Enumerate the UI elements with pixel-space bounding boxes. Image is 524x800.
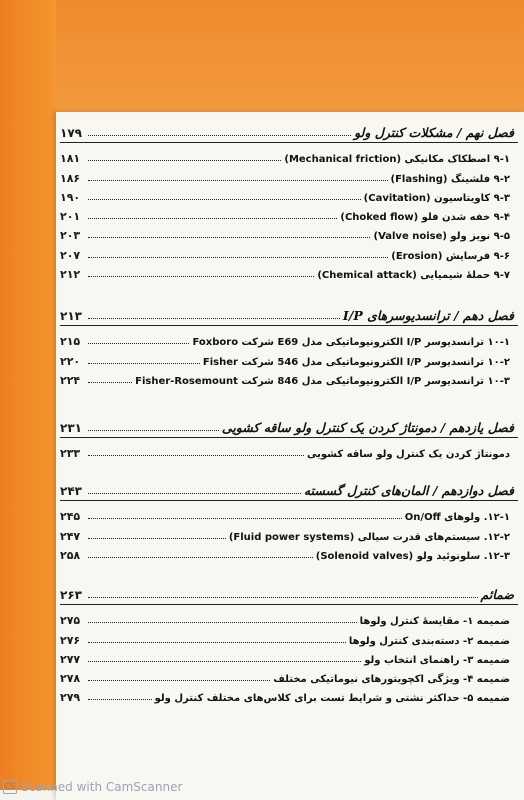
chapter-title: فصل دوازدهم / المان‌های کنترل گسسته [303,483,514,498]
chapter-page-number: ۱۷۹ [60,126,82,140]
entry-title: ۱۰-۳ ترانسدیوسر I/P الکترونیوماتیکی مدل 846 شرکت Fisher-Rosemount [135,375,510,387]
toc-entry [60,368,518,387]
chapter-heading [60,120,518,140]
chapter-page-number: ۲۶۳ [60,588,82,602]
toc-entry [60,666,518,685]
watermark-text: Scanned with CamScanner [21,780,183,794]
toc-entry [60,441,518,460]
dot-leader [88,363,200,364]
chapter-heading [60,415,518,435]
dot-leader [88,276,314,277]
chapter-heading [60,303,518,323]
scanner-watermark [0,776,524,798]
toc-entry [60,504,518,523]
toc-entry [60,685,518,704]
entry-title: ۱۰-۱ ترانسدیوسر I/P الکترونیوماتیکی مدل E69 شرکت Foxboro [192,337,510,349]
dot-leader [88,597,478,598]
chapter-page-number: ۲۴۳ [60,484,82,498]
entry-page-number: ۱۸۱ [60,152,81,166]
entry-title: ضمیمه ۴- ویژگی اکچویتورهای نیوماتیکی مختلف [273,674,510,686]
dot-leader [88,493,301,494]
entry-title: ۹-۲ فلشینگ (Flashing) [390,173,510,185]
entry-title: ۹-۶ فرسایش (Erosion) [391,250,510,262]
entry-page-number: ۱۹۰ [60,190,81,204]
entry-page-number: ۲۷۹ [60,691,81,705]
dot-leader [88,257,388,258]
dot-leader [88,199,361,200]
entry-title: ۱۲-۲. سیستم‌های قدرت سیالی (Fluid power systems) [228,531,510,543]
dot-leader [88,237,370,238]
dot-leader [88,343,189,344]
entry-page-number: ۱۸۶ [60,171,81,185]
chapter-12-section [60,478,518,562]
book-cover-side-band [0,0,56,790]
chapter-10-section [60,303,518,387]
chapter-page-number: ۲۳۱ [60,421,82,435]
entry-page-number: ۲۷۶ [60,633,81,647]
entry-page-number: ۲۷۷ [60,652,81,666]
entry-title: ۱۰-۲ ترانسدیوسر I/P الکترونیوماتیکی مدل 546 شرکت Fisher [202,356,510,368]
entry-title: ۹-۷ حملهٔ شیمیایی (Chemical attack) [317,270,510,282]
entry-page-number: ۲۱۲ [60,268,81,282]
entry-title: ۹-۴ خفه شدن فلو (Choked flow) [340,212,510,224]
dot-leader [88,699,152,700]
entry-title: ۱۲-۳. سلونوئید ولو (Solenoid valves) [315,550,510,562]
entry-page-number: ۲۲۰ [60,354,81,368]
dot-leader [88,538,226,539]
appendix-section [60,582,518,704]
entry-title: ۹-۱ اصطکاک مکانیکی (Mechanical friction) [284,154,510,166]
dot-leader [88,518,402,519]
camscanner-icon: CS [3,780,17,794]
entry-page-number: ۲۷۸ [60,672,81,686]
dot-leader [88,382,132,383]
entry-page-number: ۲۰۱ [60,210,81,224]
entry-title: ضمیمه ۳- راهنمای انتخاب ولو [364,654,510,666]
dot-leader [88,680,270,681]
dot-leader [88,160,281,161]
dot-leader [88,642,346,643]
entry-page-number: ۲۰۳ [60,229,81,243]
chapter-page-number: ۲۱۳ [60,309,82,323]
chapter-rule [60,142,518,143]
entry-title: ضمیمه ۵- حداکثر نشتی و شرایط تست برای کلاس‌های مختلف کنترل ولو [154,693,510,705]
entry-title: ۹-۳ کاویتاسیون (Cavitation) [363,192,510,204]
chapter-9-section [60,120,518,281]
toc-entry [60,647,518,666]
dot-leader [88,557,313,558]
dot-leader [88,135,351,136]
dot-leader [88,455,304,456]
entry-title: ضمیمه ۲- دسته‌بندی کنترل ولوها [348,635,510,647]
toc-entry [60,543,518,562]
entry-page-number: ۲۲۴ [60,373,81,387]
toc-entry [60,146,518,165]
entry-title: دمونتاژ کردن یک کنترل ولو ساقه کشویی [307,449,510,461]
dot-leader [88,430,219,431]
toc-entry [60,608,518,627]
toc-entry [60,204,518,223]
entry-page-number: ۲۷۵ [60,614,81,628]
book-cover-top-band [0,0,524,118]
toc-entry [60,242,518,261]
entry-page-number: ۲۵۸ [60,548,81,562]
entry-page-number: ۲۱۵ [60,335,81,349]
entry-title: ۱۲-۱. ولوهای On/Off [404,512,510,524]
chapter-title: فصل نهم / مشکلات کنترل ولو [354,125,514,140]
entry-title: ۹-۵ نویز ولو (Valve noise) [373,231,510,243]
chapter-rule [60,604,518,605]
entry-page-number: ۲۴۵ [60,510,81,524]
toc-entry [60,348,518,367]
chapter-heading [60,478,518,498]
chapter-title: ضمائم [480,587,514,602]
toc-entry [60,523,518,542]
chapter-title: فصل دهم / ترانسدیوسرهای I/P [342,308,514,323]
toc-entry [60,223,518,242]
toc-entry [60,185,518,204]
toc-entry [60,329,518,348]
dot-leader [88,622,357,623]
chapter-11-section [60,415,518,460]
dot-leader [88,318,340,319]
entry-page-number: ۲۰۷ [60,248,81,262]
chapter-heading [60,582,518,602]
toc-entry [60,165,518,184]
toc-entry [60,262,518,281]
chapter-rule [60,325,518,326]
entry-page-number: ۲۳۳ [60,447,81,461]
toc-entry [60,627,518,646]
chapter-rule [60,437,518,438]
chapter-title: فصل یازدهم / دمونتاژ کردن یک کنترل ولو ساقه کشویی [221,420,514,435]
dot-leader [88,661,361,662]
dot-leader [88,218,337,219]
dot-leader [88,180,388,181]
entry-page-number: ۲۴۷ [60,529,81,543]
chapter-rule [60,500,518,501]
entry-title: ضمیمه ۱- مقایسهٔ کنترل ولوها [359,616,510,628]
